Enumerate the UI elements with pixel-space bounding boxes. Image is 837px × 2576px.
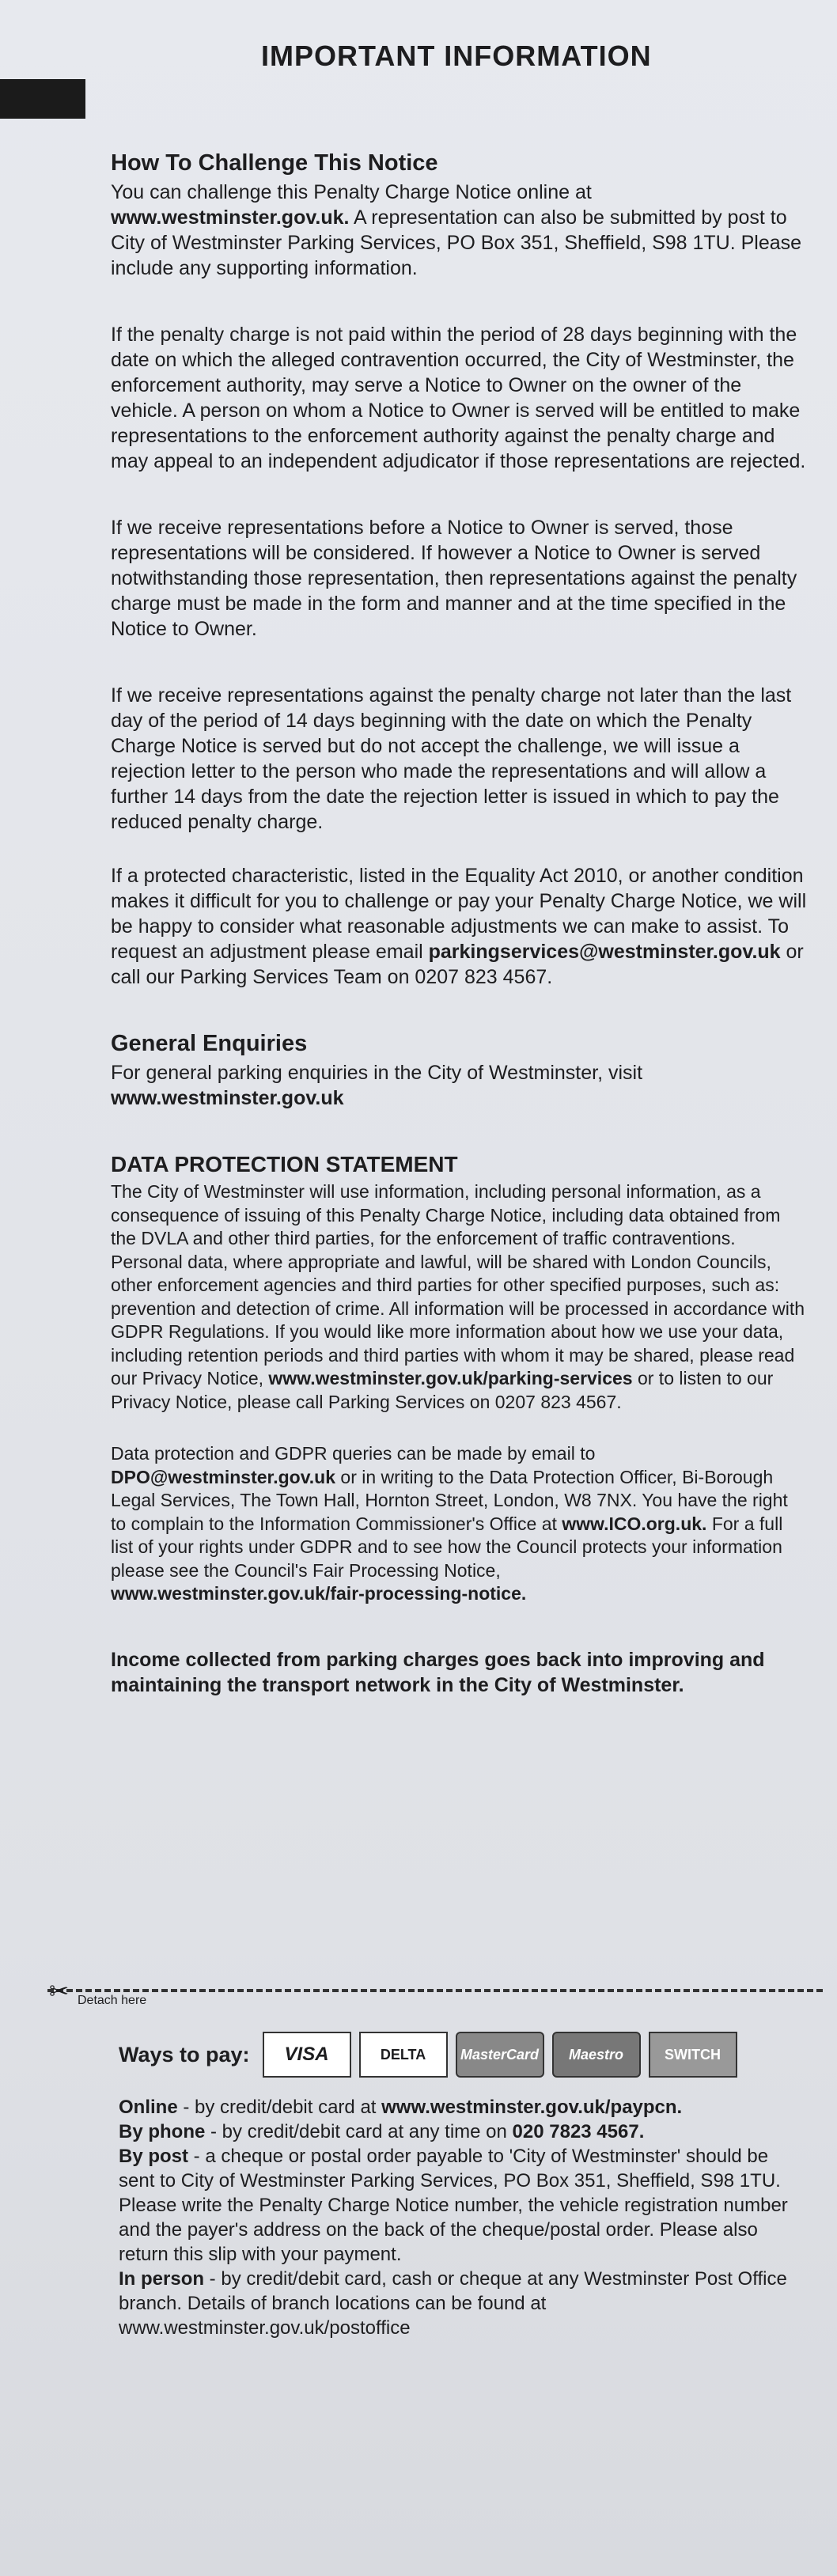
fair-processing-url[interactable]: www.westminster.gov.uk/fair-processing-notice. — [111, 1583, 527, 1604]
dp-p2-text-2: or in writing to the Data Protection Officer, Bi-Borough Legal Services, The Town Hall, Hornton Street, London, W8 7NX. You have the right to complain to the Information Commissioner's Office at — [111, 1466, 788, 1534]
pay-post-label: By post — [119, 2146, 189, 2167]
page-title: IMPORTANT INFORMATION — [261, 40, 652, 72]
ways-to-pay-row — [119, 2032, 799, 2078]
income-text: Income collected from parking charges goes back into improving and maintaining the transport network in the City of Westminster. — [111, 1648, 765, 1696]
pay-online — [119, 2095, 799, 2120]
challenge-paragraph-2: If the penalty charge is not paid within the period of 28 days beginning with the date on which the alleged contravention occurred, the City of Westminster, the enforcement authority, may serve a Notice to Owner on the owner of the vehicle. A person on whom a Notice to Owner is served will be entitled to make representations to the enforcement authority against the penalty charge and may appeal to an independent adjudicator if those representations are rejected. — [111, 324, 806, 472]
challenge-p1-text-2: A representation can also be submitted by post to City of Westminster Parking Services, PO Box 351, Sheffield, S98 1TU. Please include any supporting information. — [111, 206, 802, 279]
dp-p1-text: The City of Westminster will use information, including personal information, as a consequence of issuing of this Penalty Charge Notice, including data obtained from the DVLA and other third parties, for the enforcement of traffic contraventions. Personal data, where appropriate and lawful, will be shared with London Councils, other enforcement agencies and third parties for other specified purposes, such as: prevention and detection of crime. All information will be processed in accordance with GDPR Regulations. If you would like more information about how we use your data, including retention periods and third parties with whom it may be shared, please read our Privacy Notice, — [111, 1181, 805, 1388]
challenge-paragraph-3-block — [111, 515, 807, 642]
pay-person-label: In person — [119, 2268, 205, 2290]
challenge-heading: How To Challenge This Notice — [111, 150, 438, 176]
parking-services-email[interactable]: parkingservices@westminster.gov.uk — [428, 941, 781, 963]
data-protection-paragraph-2-block — [111, 1442, 807, 1606]
maestro-logo: Maestro — [552, 2032, 641, 2078]
pay-phone-label: By phone — [119, 2121, 206, 2142]
general-enquiries-section — [111, 1031, 807, 1111]
income-statement — [111, 1647, 807, 1698]
challenge-section — [111, 150, 807, 281]
data-protection-heading: DATA PROTECTION STATEMENT — [111, 1152, 458, 1176]
ways-to-pay-label: Ways to pay: — [119, 2042, 250, 2066]
dp-p2-text: Data protection and GDPR queries can be made by email to — [111, 1443, 596, 1464]
challenge-p1-url[interactable]: www.westminster.gov.uk. — [111, 206, 350, 229]
data-protection-paragraph-1 — [111, 1180, 807, 1414]
data-protection-section — [111, 1152, 807, 1414]
challenge-paragraph-5 — [111, 863, 807, 990]
ico-url[interactable]: www.ICO.org.uk. — [562, 1513, 707, 1534]
dp-p1-text-2: or to listen to our Privacy Notice, please call Parking Services on 0207 823 4567. — [111, 1368, 774, 1412]
dpo-email[interactable]: DPO@westminster.gov.uk — [111, 1466, 336, 1487]
challenge-p1-text: You can challenge this Penalty Charge Notice online at — [111, 181, 592, 203]
dashed-cut-line — [47, 1989, 823, 1992]
general-enquiries-heading: General Enquiries — [111, 1031, 308, 1056]
income-block — [111, 1647, 807, 1698]
adjustment-text-2: or call our Parking Services Team on 0207 823 4567. — [111, 941, 804, 988]
pay-post-text: - a cheque or postal order payable to 'City of Westminster' should be sent to City of Westminster Parking Services, PO Box 351, Sheffield, S98 1TU. Please write the Penalty Charge Notice number, the vehicle registration number and the payer's address on the back of the cheque/postal order. Please also return this slip with your payment. — [119, 2146, 788, 2265]
pay-online-text: - by credit/debit card at — [177, 2097, 382, 2118]
pay-phone — [119, 2120, 799, 2144]
delta-logo: DELTA — [359, 2032, 448, 2078]
pay-in-person — [119, 2267, 799, 2316]
payment-slip — [119, 2032, 799, 2340]
pay-person-text: - by credit/debit card, cash or cheque at any Westminster Post Office branch. Details of branch locations can be found at — [119, 2268, 787, 2314]
general-enquiries-text: For general parking enquiries in the City of Westminster, visit — [111, 1062, 643, 1084]
data-protection-paragraph-2 — [111, 1442, 807, 1606]
pay-online-url[interactable]: www.westminster.gov.uk/paypcn. — [381, 2097, 683, 2118]
pay-post — [119, 2144, 799, 2267]
challenge-paragraph-3: If we receive representations before a Notice to Owner is served, those representations will be considered. If however a Notice to Owner is served notwithstanding those representation, then representations against the penalty charge must be made in the form and manner and at the time specified in the Notice to Owner. — [111, 517, 797, 640]
pay-phone-text: - by credit/debit card at any time on — [205, 2121, 513, 2142]
mastercard-logo: MasterCard — [456, 2032, 544, 2078]
scissors-icon: ✂ — [49, 1979, 70, 2005]
detach-line — [0, 1978, 837, 2010]
parking-services-url[interactable]: www.westminster.gov.uk/parking-services — [268, 1368, 633, 1388]
content-column — [111, 150, 807, 1739]
adjustment-text: If a protected characteristic, listed in the Equality Act 2010, or another condition makes it difficult for you to challenge or pay your Penalty Charge Notice, we will be happy to consider what reasonable adjustments we can make to assist. To request an adjustment please email — [111, 865, 807, 963]
challenge-paragraph-2-block — [111, 322, 807, 474]
black-tab-marker — [0, 79, 85, 119]
pay-online-label: Online — [119, 2097, 178, 2118]
switch-logo: SWITCH — [649, 2032, 737, 2078]
visa-logo: VISA — [263, 2032, 351, 2078]
challenge-paragraph-4-block — [111, 683, 807, 835]
general-enquiries-url[interactable]: www.westminster.gov.uk — [111, 1087, 344, 1109]
detach-label: Detach here — [78, 1994, 147, 2007]
pay-phone-number[interactable]: 020 7823 4567. — [512, 2121, 645, 2142]
challenge-paragraph-5-block — [111, 863, 807, 990]
challenge-paragraph-1 — [111, 180, 807, 281]
challenge-paragraph-4: If we receive representations against the penalty charge not later than the last day of the period of 14 days beginning with the date on which the Penalty Charge Notice is served but do not accept the challenge, we will issue a rejection letter to the person who made the representations and will allow a further 14 days from the date the rejection letter is issued in which to pay the reduced penalty charge. — [111, 684, 792, 833]
dp-p2-text-3: For a full list of your rights under GDPR and to see how the Council protects your information please see the Council's Fair Processing Notice, — [111, 1513, 783, 1581]
post-office-url[interactable]: www.westminster.gov.uk/postoffice — [119, 2317, 411, 2339]
